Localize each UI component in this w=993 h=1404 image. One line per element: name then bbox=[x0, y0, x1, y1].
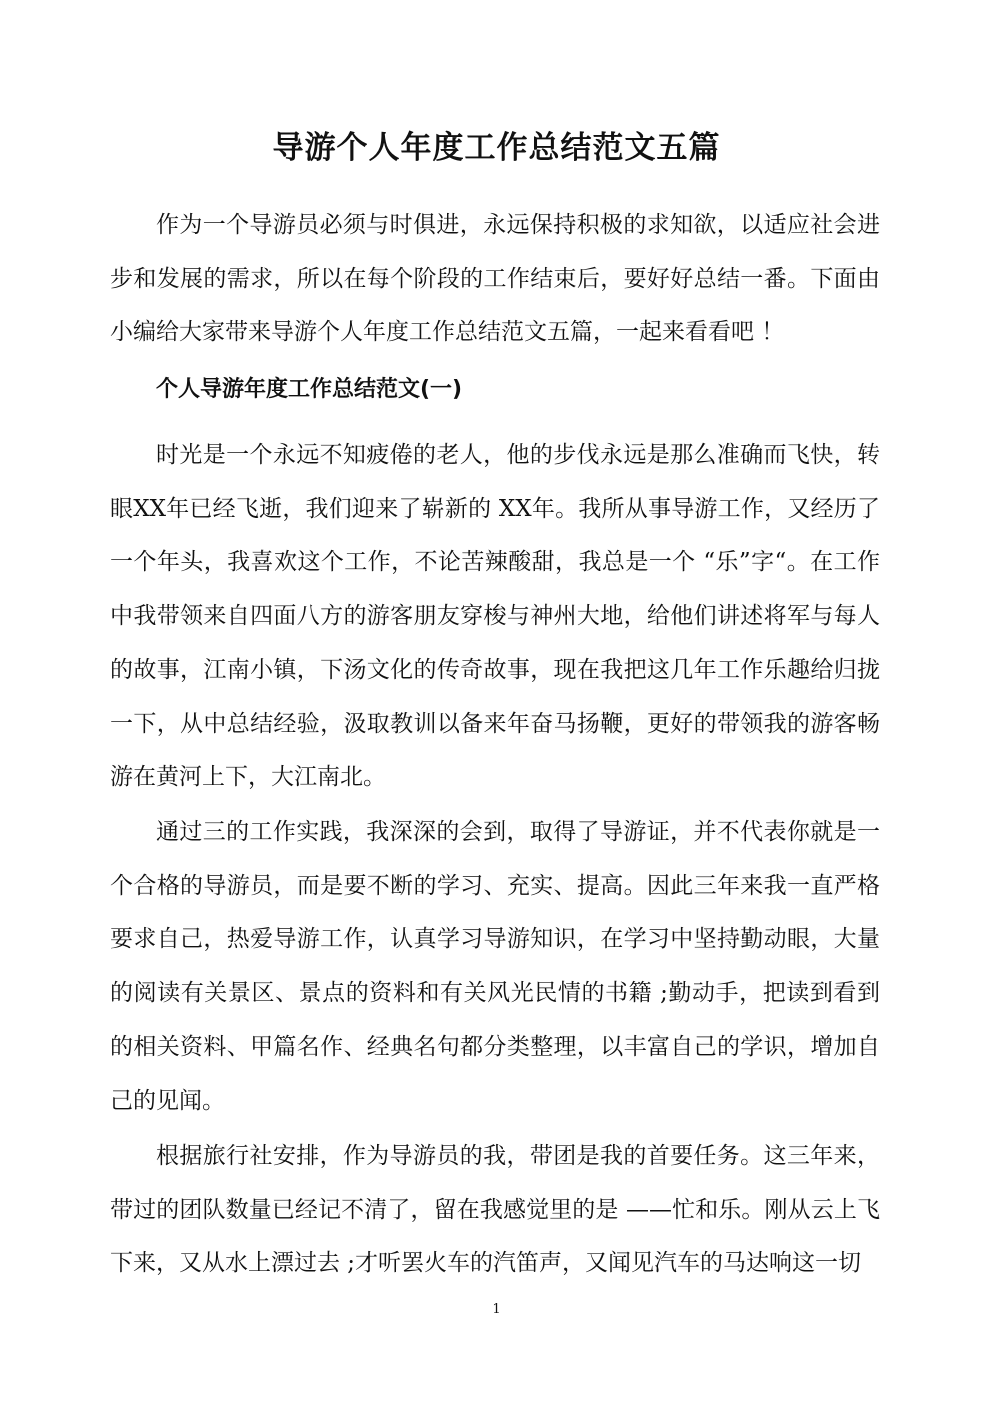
page-number: 1 bbox=[492, 1302, 501, 1317]
document-title: 导游个人年度工作总结范文五篇 bbox=[272, 130, 721, 166]
section-heading: 个人导游年度工作总结范文(一) bbox=[156, 377, 463, 402]
body-paragraph-3: 根据旅行社安排，作为导游员的我，带团是我的首要任务。这三年来，带过的团队数量已经记不清了，留在我感觉里的是 ——忙和乐。刚从云上飞下来，又从水上漂过去 ;才听罢火车的汽笛声，又闻见汽车的马达响这一切 bbox=[110, 1143, 880, 1277]
intro-paragraph: 作为一个导游员必须与时俱进，永远保持积极的求知欲，以适应社会进步和发展的需求，所以在每个阶段的工作结束后，要好好总结一番。下面由小编给大家带来导游个人年度工作总结范文五篇，一起来看看吧 ！ bbox=[110, 212, 880, 346]
body-paragraph-1: 时光是一个永远不知疲倦的老人，他的步伐永远是那么准确而飞快，转眼XX年已经飞逝，我们迎来了崭新的 XX年。我所从事导游工作，又经历了一个年头，我喜欢这个工作，不论苦辣酸甜，我总是一个 “乐”字“。在工作中我带领来自四面八方的游客朋友穿梭与神州大地，给他们讲述将军与每人的故事，江南小镇，下汤文化的传奇故事，现在我把这几年工作乐趣给归拢一下，从中总结经验，汲取教训以备来年奋马扬鞭，更好的带领我的游客畅游在黄河上下，大江南北。 bbox=[110, 442, 880, 791]
body-paragraph-2: 通过三的工作实践，我深深的会到，取得了导游证，并不代表你就是一个合格的导游员，而是要不断的学习、充实、提高。因此三年来我一直严格要求自己，热爱导游工作，认真学习导游知识，在学习中坚持勤动眼，大量的阅读有关景区、景点的资料和有关风光民情的书籍 ;勤动手，把读到看到的相关资料、甲篇名作、经典名句都分类整理，以丰富自己的学识，增加自己的见闻。 bbox=[110, 819, 880, 1114]
